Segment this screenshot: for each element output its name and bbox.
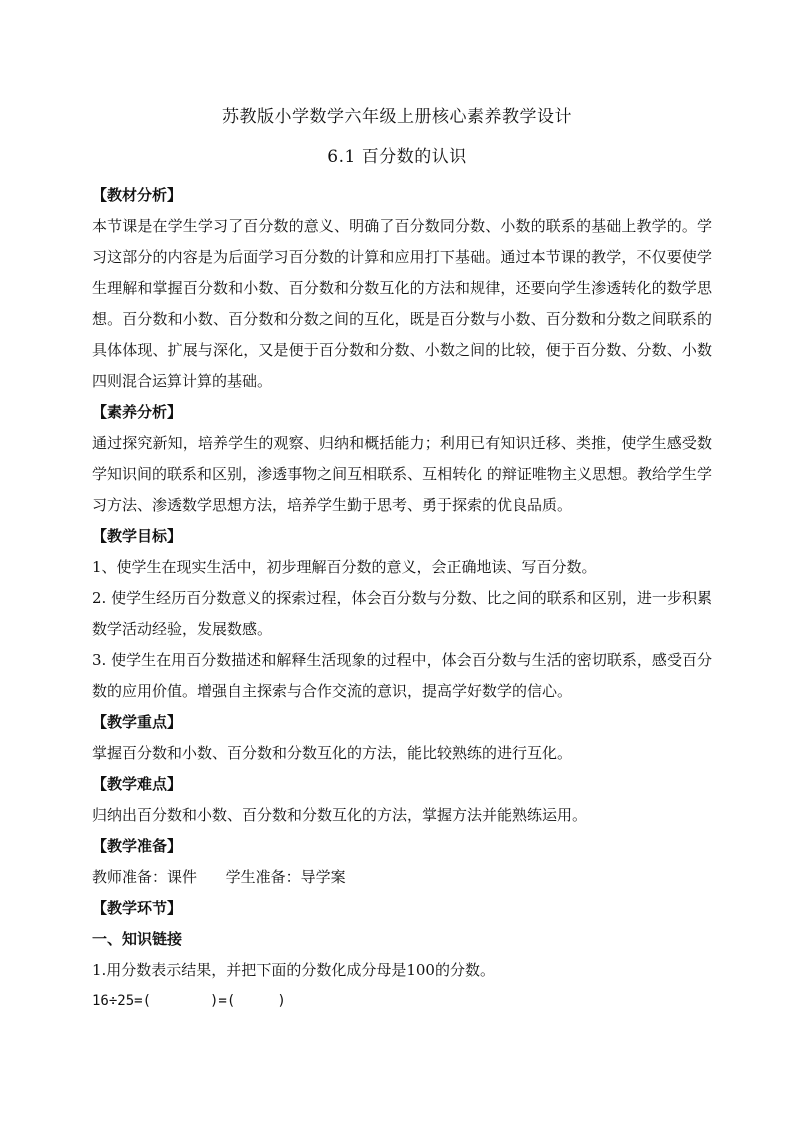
preparation-paragraph: 教师准备：课件 学生准备：导学案 <box>92 868 346 886</box>
textbook-analysis-paragraph: 本节课是在学生学习了百分数的意义、明确了百分数同分数、小数的联系的基础上教学的。学习这部分的内容是为后面学习百分数的计算和应用打下基础。通过本节课的教学，不仅要使学生理解和掌握百分数和小数、百分数和分数互化的方法和规律，还要向学生渗透转化的数学思想。百分数和小数、百分数和分数之间的互化，既是百分数与小数、百分数和分数之间联系的具体体现、扩展与深化，又是便于百分数和分数、小数之间的比较，便于百分数、分数、小数四则混合运算计算的基础。 <box>92 217 712 390</box>
section-heading-competency-analysis: 【素养分析】 <box>92 403 183 421</box>
exercise-line: 16÷25=( )=( ) <box>92 993 286 1009</box>
part-one-heading: 一、知识链接 <box>92 930 183 948</box>
objective-1: 1、使学生在现实生活中，初步理解百分数的意义，会正确地读、写百分数。 <box>92 558 597 576</box>
section-heading-difficult-points: 【教学难点】 <box>92 775 183 793</box>
document-body <box>92 180 712 1017</box>
key-points-paragraph: 掌握百分数和小数、百分数和分数互化的方法，能比较熟练的进行互化。 <box>92 744 573 762</box>
document-title: 苏教版小学数学六年级上册核心素养教学设计 <box>222 107 572 127</box>
section-heading-preparation: 【教学准备】 <box>92 837 183 855</box>
difficult-points-paragraph: 归纳出百分数和小数、百分数和分数互化的方法，掌握方法并能熟练运用。 <box>92 806 588 824</box>
section-heading-teaching-process: 【教学环节】 <box>92 899 183 917</box>
objective-3: 3. 使学生在用百分数描述和解释生活现象的过程中，体会百分数与生活的密切联系，感受百分数的应用价值。增强自主探索与合作交流的意识，提高学好数学的信心。 <box>92 651 712 700</box>
competency-analysis-paragraph: 通过探究新知，培养学生的观察、归纳和概括能力；利用已有知识迁移、类推，使学生感受数学知识间的联系和区别，渗透事物之间互相联系、互相转化 的辩证唯物主义思想。教给学生学习方法、渗透数学思想方法，培养学生勤于思考、勇于探索的优良品质。 <box>92 434 712 514</box>
section-heading-textbook-analysis: 【教材分析】 <box>92 186 183 204</box>
lesson-subtitle: 6.1 百分数的认识 <box>327 147 467 167</box>
section-heading-key-points: 【教学重点】 <box>92 713 183 731</box>
section-heading-teaching-objectives: 【教学目标】 <box>92 527 183 545</box>
part-one-item-1: 1.用分数表示结果，并把下面的分数化成分母是100的分数。 <box>92 961 495 979</box>
objective-2: 2. 使学生经历百分数意义的探索过程，体会百分数与分数、比之间的联系和区别，进一步积累数学活动经验，发展数感。 <box>92 589 712 638</box>
